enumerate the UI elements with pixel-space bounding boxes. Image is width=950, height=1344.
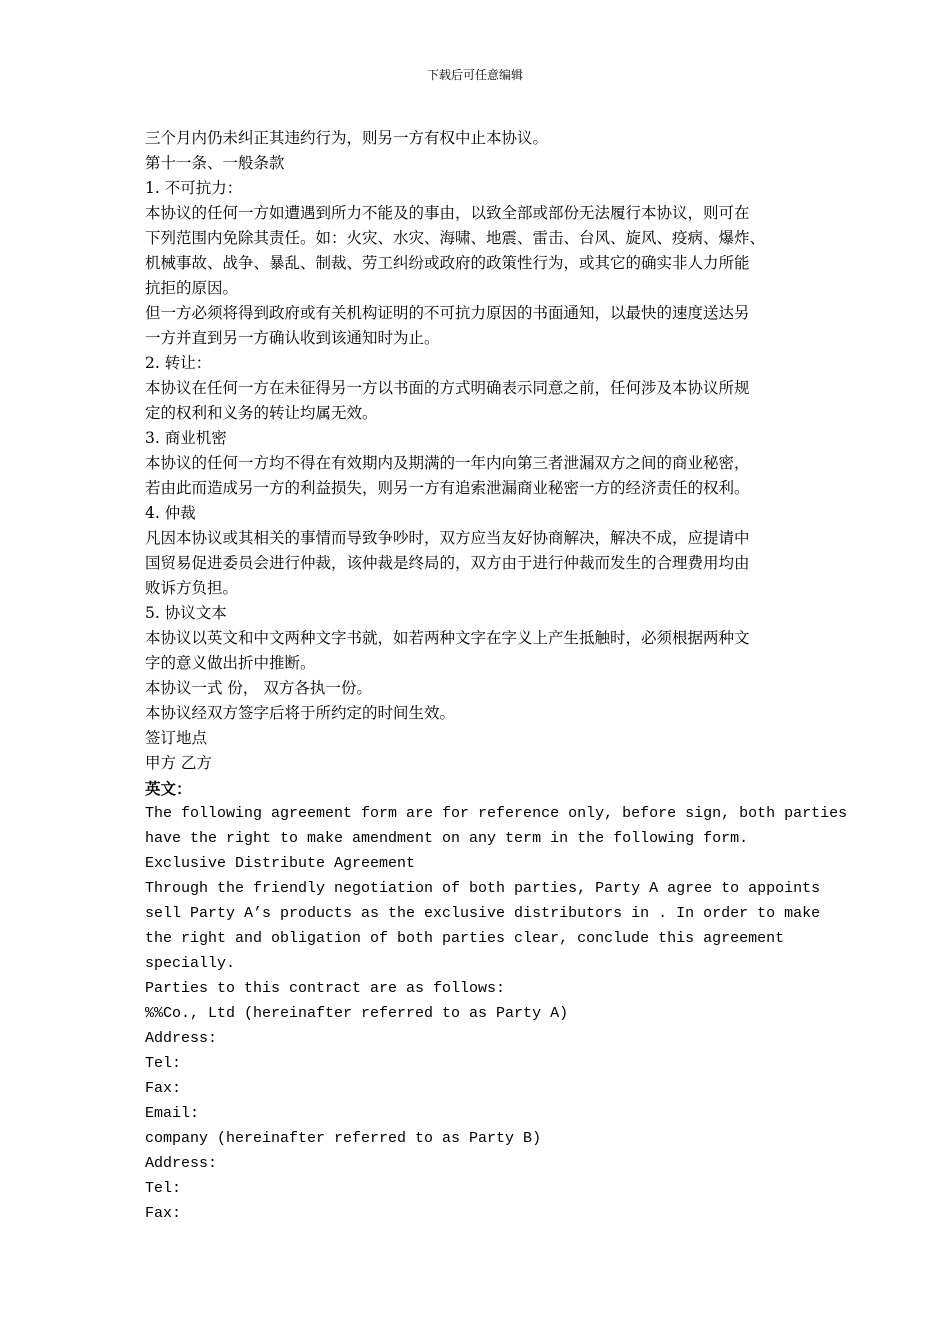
- text-line: The following agreement form are for reference only, before sign, both parties: [145, 805, 848, 822]
- text-line: 若由此而造成另一方的利益损失，则另一方有追索泄漏商业秘密一方的经济责任的权利。: [145, 479, 750, 497]
- text-line: 败诉方负担。: [145, 579, 239, 597]
- text-line: Parties to this contract are as follows:: [145, 980, 506, 997]
- document-body: [145, 126, 848, 1226]
- text-line: the right and obligation of both parties clear, conclude this agreement: [145, 930, 785, 947]
- text-line: company (hereinafter referred to as Party B): [145, 1130, 542, 1147]
- text-line: 国贸易促进委员会进行仲裁，该仲裁是终局的，双方由于进行仲裁而发生的合理费用均由: [145, 554, 750, 572]
- text-line: Fax:: [145, 1205, 182, 1222]
- text-line: 凡因本协议或其相关的事情而导致争吵时，双方应当友好协商解决，解决不成，应提请中: [145, 529, 750, 547]
- text-line: 但一方必须将得到政府或有关机构证明的不可抗力原因的书面通知，以最快的速度送达另: [145, 304, 750, 322]
- text-line: 本协议的任何一方如遭遇到所力不能及的事由，以致全部或部份无法履行本协议，则可在: [145, 204, 750, 222]
- text-line: 4. 仲裁: [145, 504, 196, 522]
- text-line: 5. 协议文本: [145, 604, 227, 622]
- text-line: 字的意义做出折中推断。: [145, 654, 316, 672]
- text-line: 机械事故、战争、暴乱、制裁、劳工纠纷或政府的政策性行为，或其它的确实非人力所能: [145, 254, 750, 272]
- text-line: 2. 转让：: [145, 354, 212, 372]
- text-line: Tel:: [145, 1055, 182, 1072]
- text-line: Fax:: [145, 1080, 182, 1097]
- text-line: Through the friendly negotiation of both parties, Party A agree to appoints: [145, 880, 821, 897]
- text-line: 本协议的任何一方均不得在有效期内及期满的一年内向第三者泄漏双方之间的商业秘密，: [145, 454, 750, 472]
- text-line: 3. 商业机密: [145, 429, 227, 447]
- text-line: 下列范围内免除其责任。如：火灾、水灾、海啸、地震、雷击、台风、旋风、疫病、爆炸、: [145, 229, 766, 247]
- text-line: Exclusive Distribute Agreement: [145, 855, 416, 872]
- text-line: 签订地点: [145, 729, 208, 747]
- text-line: Address:: [145, 1030, 218, 1047]
- text-line: Address:: [145, 1155, 218, 1172]
- text-line: 1. 不可抗力：: [145, 179, 243, 197]
- text-line: 本协议在任何一方在未征得另一方以书面的方式明确表示同意之前，任何涉及本协议所规: [145, 379, 750, 397]
- text-line: 一方并直到另一方确认收到该通知时为止。: [145, 329, 440, 347]
- text-line: Tel:: [145, 1180, 182, 1197]
- text-line: specially.: [145, 955, 236, 972]
- text-line: Email:: [145, 1105, 200, 1122]
- text-line: sell Party A’s products as the exclusive distributors in . In order to make: [145, 905, 821, 922]
- text-line: %%Co., Ltd (hereinafter referred to as Party A): [145, 1005, 569, 1022]
- text-line: 本协议经双方签字后将于所约定的时间生效。: [145, 704, 456, 722]
- text-line: 抗拒的原因。: [145, 279, 239, 297]
- text-line: 甲方 乙方: [145, 754, 212, 772]
- text-line: 三个月内仍未纠正其违约行为，则另一方有权中止本协议。: [145, 129, 549, 147]
- text-line: 本协议一式 份， 双方各执一份。: [145, 679, 372, 697]
- text-line: 第十一条、一般条款: [145, 154, 285, 172]
- text-line: 定的权利和义务的转让均属无效。: [145, 404, 378, 422]
- text-line: have the right to make amendment on any term in the following form.: [145, 830, 749, 847]
- text-line: 本协议以英文和中文两种文字书就，如若两种文字在字义上产生抵触时，必须根据两种文: [145, 629, 750, 647]
- section-heading: 英文：: [145, 779, 192, 798]
- page-header: 下载后可任意编辑: [426, 68, 523, 82]
